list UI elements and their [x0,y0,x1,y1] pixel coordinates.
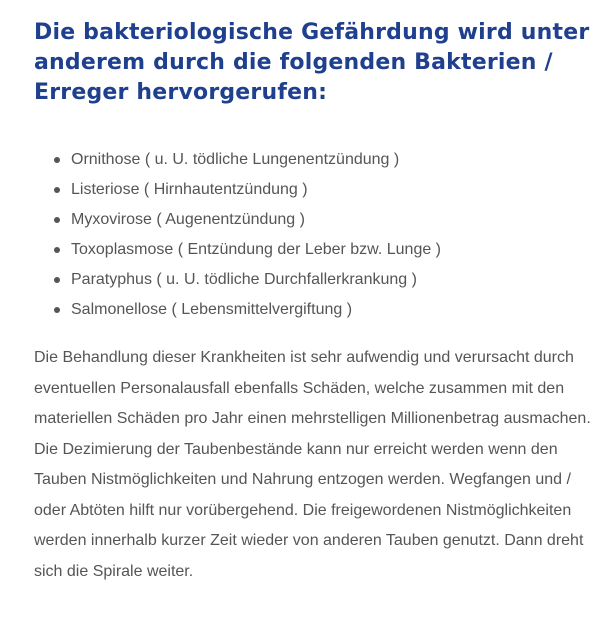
list-item-text: Myxovirose ( Augenentzündung ) [71,211,305,228]
list-item-text: Salmonellose ( Lebensmittelvergiftung ) [71,301,353,318]
bullet-icon [54,247,60,253]
list-item [54,295,594,325]
body-paragraph: Die Behandlung dieser Krankheiten ist sehr aufwendig und verursacht durch eventuellen Personalausfall ebenfalls Schäden, welche zusammen mit den materiellen Schäden pro Jahr einen mehrstelligen Millionenbetrag ausmachen. Die Dezimierung der Taubenbestände kann nur erreicht werden wenn den Tauben Nistmöglichkeiten und Nahrung entzogen werden. Wegfangen und / oder Abtöten hilft nur vorübergehend. Die freigewordenen Nistmöglichkeiten werden innerhalb kurzer Zeit wieder von anderen Tauben genutzt. Dann dreht sich die Spirale weiter. [34,349,591,580]
list-item-text: Listeriose ( Hirnhautentzündung ) [71,181,308,198]
bullet-icon [54,277,60,283]
list-item-text: Paratyphus ( u. U. tödliche Durchfallerkrankung ) [71,271,417,288]
bullet-icon [54,157,60,163]
bullet-icon [54,187,60,193]
list-item [54,145,594,175]
list-item [54,205,594,235]
list-item-text: Toxoplasmose ( Entzündung der Leber bzw. Lunge ) [71,241,442,258]
section-heading: Die bakteriologische Gefährdung wird unter anderem durch die folgenden Bakterien / Erreger hervorgerufen: [34,20,590,105]
list-item [54,235,594,265]
list-item [54,265,594,295]
bullet-icon [54,217,60,223]
list-item [54,175,594,205]
list-item-text: Ornithose ( u. U. tödliche Lungenentzündung ) [71,151,400,168]
pathogen-list [34,145,594,325]
bullet-icon [54,307,60,313]
